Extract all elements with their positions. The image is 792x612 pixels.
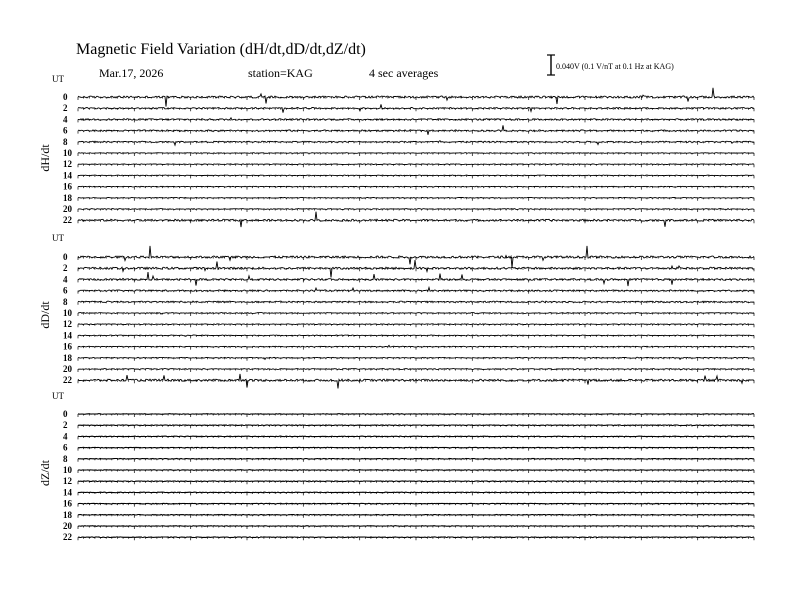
trace-line [78, 436, 754, 437]
hour-label: 12 [63, 159, 72, 170]
hour-label: 20 [63, 204, 72, 214]
trace-line [78, 288, 754, 292]
trace-line [78, 272, 754, 286]
trace-line [78, 212, 754, 227]
hour-label: 20 [63, 364, 72, 374]
trace-line [78, 104, 754, 112]
trace-line [78, 209, 754, 210]
hour-label: 4 [63, 114, 68, 125]
hour-label: 14 [63, 487, 72, 498]
trace-line [78, 414, 754, 415]
hour-label: 8 [63, 453, 68, 464]
ut-label: UT [52, 233, 64, 243]
hour-label: 0 [63, 92, 68, 102]
scale-label: 0.040V (0.1 V/nT at 0.1 Hz at KAG) [556, 62, 674, 71]
trace-line [78, 198, 754, 199]
hour-label: 10 [63, 148, 72, 158]
panel-1 [38, 233, 754, 389]
scale-bar [547, 55, 674, 75]
trace-line [78, 537, 754, 538]
trace-line [78, 175, 754, 176]
hour-label: 4 [63, 431, 68, 442]
averaging-label: 4 sec averages [369, 66, 439, 80]
chart-title: Magnetic Field Variation (dH/dt,dD/dt,dZ/dt) [76, 41, 366, 58]
ut-label: UT [52, 391, 64, 401]
hour-label: 2 [63, 420, 68, 431]
trace-line [78, 447, 754, 448]
trace-line [78, 153, 754, 154]
trace-line [78, 481, 754, 482]
hour-label: 6 [63, 442, 68, 453]
hour-label: 12 [63, 319, 72, 330]
date-label: Mar.17, 2026 [99, 66, 164, 80]
trace-line [78, 470, 754, 471]
station-label: station=KAG [248, 66, 313, 80]
hour-label: 16 [63, 498, 72, 509]
trace-line [78, 503, 754, 504]
panel-2 [38, 391, 754, 542]
hour-label: 16 [63, 181, 72, 192]
hour-label: 4 [63, 274, 68, 285]
hour-label: 22 [63, 532, 72, 543]
hour-label: 10 [63, 308, 72, 318]
panel-0 [38, 74, 754, 227]
trace-line [78, 515, 754, 516]
hour-label: 2 [63, 263, 68, 274]
hour-label: 0 [63, 409, 68, 419]
panel-ylabel: dH/dt [38, 144, 52, 172]
hour-label: 8 [63, 136, 68, 147]
trace-line [78, 492, 754, 493]
hour-label: 14 [63, 330, 72, 341]
hour-label: 16 [63, 341, 72, 352]
hour-label: 8 [63, 296, 68, 307]
panel-ylabel: dZ/dt [38, 460, 52, 486]
panel-ylabel: dD/dt [38, 301, 52, 329]
hour-label: 10 [63, 465, 72, 475]
hour-label: 2 [63, 103, 68, 114]
hour-label: 6 [63, 285, 68, 296]
hour-label: 22 [63, 375, 72, 386]
hour-label: 18 [63, 192, 72, 203]
hour-label: 0 [63, 252, 68, 262]
hour-label: 12 [63, 476, 72, 487]
trace-line [78, 459, 754, 460]
trace-line [78, 345, 754, 347]
trace-line [78, 425, 754, 426]
ut-label: UT [52, 74, 64, 84]
trace-line [78, 164, 754, 165]
trace-line [78, 186, 754, 187]
hour-label: 22 [63, 215, 72, 226]
trace-line [78, 526, 754, 527]
hour-label: 6 [63, 125, 68, 136]
hour-label: 18 [63, 352, 72, 363]
hour-label: 14 [63, 170, 72, 181]
hour-label: 20 [63, 521, 72, 531]
hour-label: 18 [63, 509, 72, 520]
trace-line [78, 88, 754, 107]
